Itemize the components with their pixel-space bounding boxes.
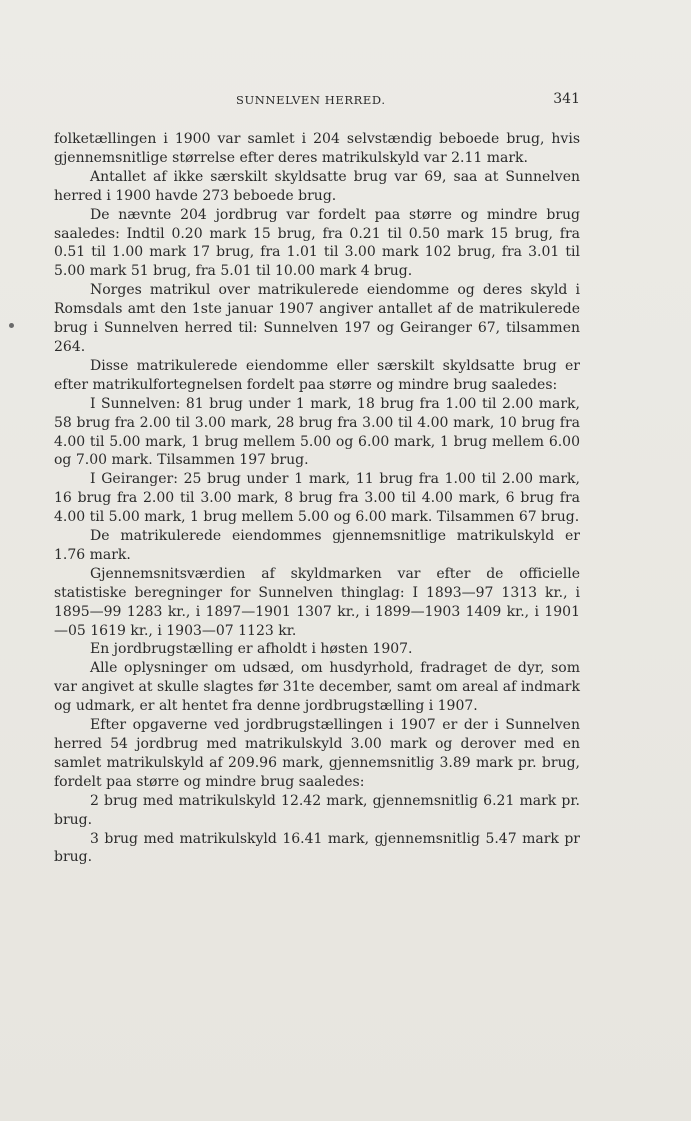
paragraph: Gjennemsnitsværdien af skyldmarken var efter de officielle statistiske beregninger for Sunnelven thinglag: I 1893—97 1313 kr., i 1895—99 1283 kr., i 1897—1901 1307 kr., i 1899—1903 1409 kr., i 1901—05 1619 kr., i 1903—07 1123 kr. bbox=[54, 565, 580, 639]
paragraph: I Sunnelven: 81 brug under 1 mark, 18 brug fra 1.00 til 2.00 mark, 58 brug fra 2.00 til 3.00 mark, 28 brug fra 3.00 til 4.00 mark, 10 brug fra 4.00 til 5.00 mark, 1 brug mellem 5.00 og 6.00 mark, 1 brug mellem 6.00 og 7.00 mark. Tilsammen 197 brug. bbox=[54, 395, 580, 469]
paragraph: Norges matrikul over matrikulerede eiendomme og deres skyld i Romsdals amt den 1ste januar 1907 angiver antallet af de matrikulerede brug i Sunnelven herred til: Sunnelven 197 og Geiranger 67, tilsammen 264. bbox=[54, 282, 580, 355]
paragraph: I Geiranger: 25 brug under 1 mark, 11 brug fra 1.00 til 2.00 mark, 16 brug fra 2.00 til 3.00 mark, 8 brug fra 3.00 til 4.00 mark, 6 brug fra 4.00 til 5.00 mark, 1 brug mellem 5.00 og 6.00 mark. Tilsammen 67 brug. bbox=[54, 471, 580, 526]
paragraph: Efter opgaverne ved jordbrugstællingen i 1907 er der i Sunnelven herred 54 jordbrug med matrikulskyld 3.00 mark og derover med en samlet matrikulskyld af 209.96 mark, gjennemsnitlig 3.89 mark pr. brug, fordelt paa større og mindre brug saaledes: bbox=[54, 717, 580, 790]
body-text bbox=[54, 130, 580, 867]
paragraph: folketællingen i 1900 var samlet i 204 selvstændig beboede brug, hvis gjennemsnitlige størrelse efter deres matrikulskyld var 2.11 mark. bbox=[54, 131, 580, 166]
running-title: SUNNELVEN HERRED. bbox=[236, 93, 386, 107]
paragraph: Alle oplysninger om udsæd, om husdyrhold, fradraget de dyr, som var angivet at skulle slagtes før 31te december, samt om areal af indmark og udmark, er alt hentet fra denne jordbrugstælling i 1907. bbox=[54, 660, 580, 715]
paragraph: De matrikulerede eiendommes gjennemsnitlige matrikulskyld er 1.76 mark. bbox=[54, 528, 580, 563]
margin-dot-mark bbox=[9, 323, 14, 328]
paragraph: Antallet af ikke særskilt skyldsatte brug var 69, saa at Sunnelven herred i 1900 havde 273 beboede brug. bbox=[54, 168, 580, 204]
paragraph: De nævnte 204 jordbrug var fordelt paa større og mindre brug saaledes: Indtil 0.20 mark 15 brug, fra 0.21 til 0.50 mark 15 brug, fra 0.51 til 1.00 mark 17 brug, fra 1.01 til 3.00 mark 102 brug, fra 3.01 til 5.00 mark 51 brug, fra 5.01 til 10.00 mark 4 brug. bbox=[54, 206, 580, 280]
paragraph: Disse matrikulerede eiendomme eller særskilt skyldsatte brug er efter matrikulfortegnelsen fordelt paa større og mindre brug saaledes: bbox=[54, 357, 580, 393]
paragraph: 2 brug med matrikulskyld 12.42 mark, gjennemsnitlig 6.21 mark pr. brug. bbox=[54, 792, 580, 828]
page-number: 341 bbox=[553, 91, 580, 107]
running-header bbox=[54, 93, 580, 111]
paragraph: 3 brug med matrikulskyld 16.41 mark, gjennemsnitlig 5.47 mark pr brug. bbox=[54, 830, 580, 866]
paragraph: En jordbrugstælling er afholdt i høsten 1907. bbox=[90, 641, 413, 658]
